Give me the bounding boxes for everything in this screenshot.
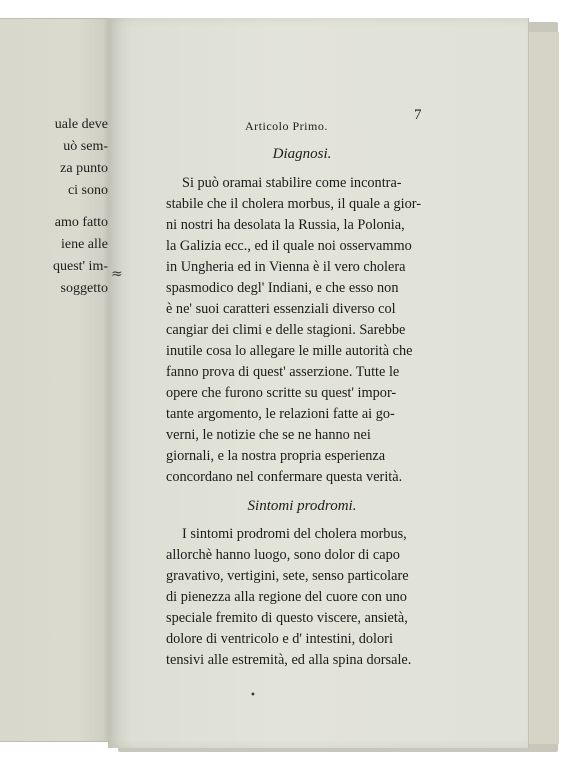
signature-mark: • [250, 690, 256, 701]
left-line: quest' im- [52, 259, 108, 274]
text-line: ni nostri ha desolata la Russia, la Polonia, [166, 217, 405, 233]
text-line: spasmodico degl' Indiani, e che esso non [166, 280, 399, 296]
text-line: giornali, e la nostra propria esperienza [166, 448, 386, 464]
section-heading-diagnosi: Diagnosi. [272, 146, 332, 162]
text-line: tensivi alle estremità, ed alla spina dorsale. [166, 652, 412, 668]
left-line: uale deve [54, 117, 108, 132]
text-line: di pienezza alla regione del cuore con uno [166, 589, 407, 605]
left-line: uò sem- [63, 139, 108, 154]
left-line: za punto [60, 161, 108, 176]
text-line: concordano nel confermare questa verità. [166, 469, 403, 485]
text-line: speciale fremito di questo viscere, ansietà, [166, 610, 408, 626]
page-number: 7 [414, 107, 422, 123]
text-line: verni, le notizie che se ne hanno nei [166, 427, 371, 443]
text-line: Si può oramai stabilire come incontra- [182, 175, 402, 191]
section-heading-sintomi: Sintomi prodromi. [247, 498, 357, 514]
text-line: in Ungheria ed in Vienna è il vero cholera [166, 259, 406, 275]
text-line: tante argomento, le relazioni fatte ai go- [166, 406, 395, 422]
left-page [0, 18, 112, 742]
text-line: allorchè hanno luogo, sono dolor di capo [166, 547, 400, 563]
text-line: inutile cosa lo allegare le mille autorità che [166, 343, 413, 359]
text-line: gravativo, vertigini, sete, senso particolare [166, 568, 409, 584]
left-line: soggetto [60, 281, 108, 296]
text-line: dolore di ventricolo e d' intestini, dolori [166, 631, 393, 647]
text-line: opere che furono scritte su quest' impor- [166, 385, 397, 401]
text-line: fanno prova di quest' asserzione. Tutte le [166, 364, 400, 380]
text-line: cangiar dei climi e delle stagioni. Sarebbe [166, 322, 406, 338]
binding-thread-mark: ≈ [111, 266, 123, 282]
left-line: ci sono [67, 183, 108, 198]
text-line: è ne' suoi caratteri essenziali diverso col [166, 301, 396, 317]
text-line: stabile che il cholera morbus, il quale a gior- [166, 196, 421, 212]
left-line: iene alle [60, 237, 108, 252]
running-head: Articolo Primo. [245, 119, 328, 133]
text-line: I sintomi prodromi del cholera morbus, [182, 526, 407, 542]
text-line: la Galizia ecc., ed il quale noi osservammo [166, 238, 412, 254]
left-line: amo fatto [54, 215, 108, 230]
